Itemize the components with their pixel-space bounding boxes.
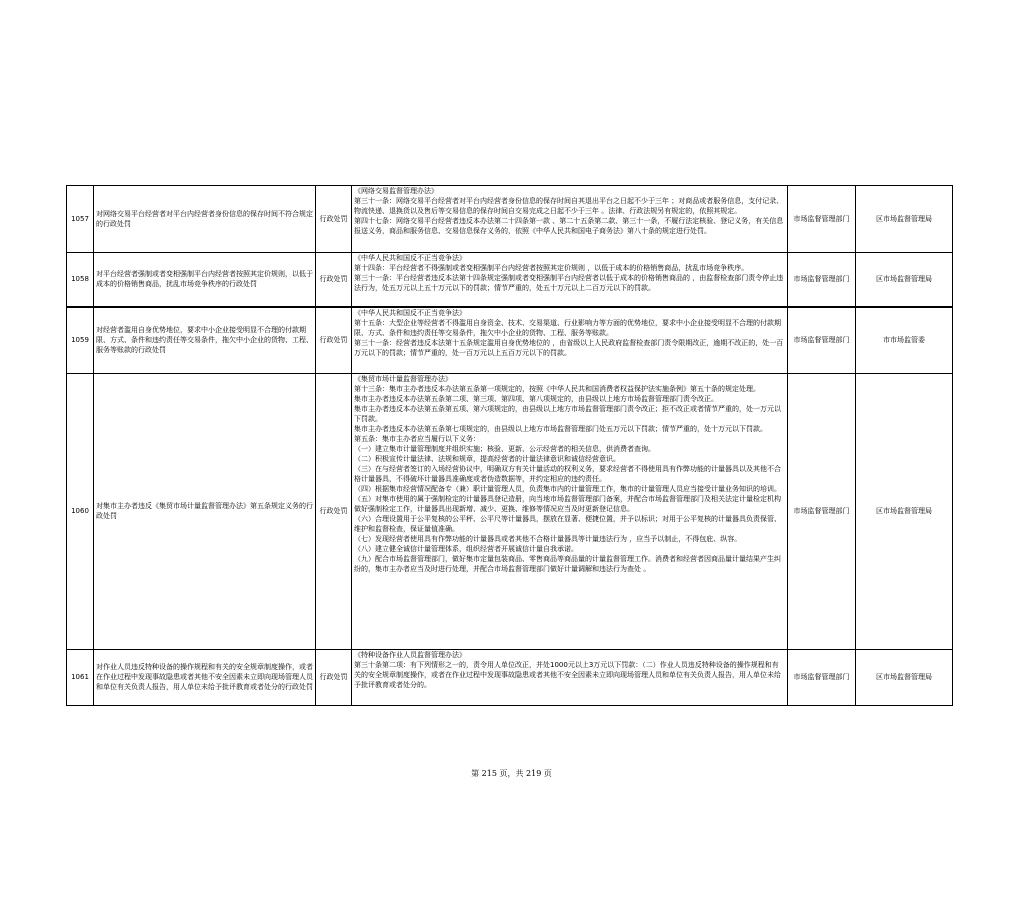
implementing-level: 区市场监督管理局	[856, 373, 953, 649]
basis-line: 第三十一条：平台经营者违反本法第十四条规定强制或者变相强制平台内经营者以低于成本的价格销售商品的 ，由监督检查部门责令停止违法行为，处五万元以上五十万元以下的罚款；情节严重的，处五十万元以上二百万元以下的罚款。	[354, 274, 784, 292]
implementing-level: 区市场监督管理局	[856, 253, 953, 307]
item-name: 对平台经营者强制或者变相强制平台内经营者按照其定价规则，以低于成本的价格销售商品，扰乱市场竞争秩序的行政处罚	[94, 253, 316, 307]
item-category: 行政处罚	[316, 253, 352, 307]
law-table	[66, 185, 953, 706]
basis-line: （五）对集市使用的属于强制检定的计量器具登记造册，向当地市场监督管理部门备案，并配合市场监督管理部门及相关法定计量检定机构做好强制检定工作，计量器具出现新增、减少、更换、维修等情况应当及时更新登记信息。	[354, 494, 781, 513]
page-footer: 第 215 页，共 219 页	[471, 769, 552, 778]
basis-line: 《网络交易监督管理办法》	[354, 187, 438, 195]
table-row	[67, 307, 953, 374]
row-number: 1057	[67, 186, 94, 253]
implementing-department: 市场监督管理部门	[788, 649, 856, 705]
item-name: 对经营者滥用自身优势地位，要求中小企业接受明显不合理的付款期限、方式、条件和违约责任等交易条件，拖欠中小企业的货物、工程、服务等账款的行政处罚	[94, 307, 316, 374]
basis-line: 第三十一条：网络交易平台经营者对平台内经营者身份信息的保存时间自其退出平台之日起不少于三年 ；对商品或者服务信息，支付记录、物流快递、退换货以及售后等交易信息的保存时间自交易完成之日起不少于三年 。法律、行政法规另有规定的，依照其规定。	[354, 197, 784, 215]
table-row	[67, 649, 953, 705]
basis-line: 《集贸市场计量监督管理办法》	[354, 374, 452, 383]
basis-line: 第五条：集市主办者应当履行以下义务：	[354, 434, 480, 443]
basis-line: （八）建立健全诚信计量管理体系，组织经营者开展诚信计量自我承诺。	[354, 544, 578, 553]
basis-line: （四）根据集市经营情况配备专（兼）职计量管理人员，负责集市内的计量管理工作，集市的计量管理人员应当接受计量业务知识的培训。	[354, 484, 781, 493]
basis-line: 第四十七条：网络交易平台经营者违反本办法第二十四条第一款 、第二十五条第二款、第三十一条，不履行法定核验、登记义务，有关信息报送义务，商品和服务信息、交易信息保存义务的，依照《中华人民共和国电子商务法》第八十条的规定进行处罚。	[354, 217, 784, 235]
basis-line: （六）合理设置用于公平复核的公平秤、公平尺等计量器具，摆放在显著、便捷位置，并予以标识；对用于公平复核的计量器具负责保管、维护和监督检查，保证量值准确。	[354, 514, 781, 533]
legal-basis	[352, 649, 788, 705]
table-row	[67, 373, 953, 649]
table-row	[67, 186, 953, 253]
basis-line: 集市主办者违反本办法第五条第二项、第三项、第四项、第八项规定的，由县级以上地方市场监督管理部门责令改正。	[354, 394, 718, 403]
item-category: 行政处罚	[316, 307, 352, 374]
row-number: 1061	[67, 649, 94, 705]
implementing-department: 市场监督管理部门	[788, 186, 856, 253]
basis-line: 第三十条第二项：有下列情形之一的，责令用人单位改正，并处1000元以上3万元以下罚款：（二）作业人员违反特种设备的操作规程和有关的安全规章制度操作，或者在作业过程中发现事故隐患或者其他不安全因素未立即向现场管理人员和单位有关负责人报告，用人单位未给予批评教育或者处分的。	[354, 660, 781, 689]
item-name: 对网络交易平台经营者对平台内经营者身份信息的保存时间不符合规定的行政处罚	[94, 186, 316, 253]
basis-line: （九）配合市场监督管理部门，做好集市定量包装商品、零售商品等商品量的计量监督管理工作。消费者和经营者因商品量计量结果产生纠纷的，集市主办者应当及时进行处理，并配合市场监督管理部门做好计量调解和违法行为查处 。	[354, 554, 781, 573]
basis-line: 第三十一条：经营者违反本法第十五条规定滥用自身优势地位的 ，由省级以上人民政府监督检查部门责令限期改正，逾期不改正的，处一百万元以下的罚款；情节严重的，处一百万元以上五百万元以下的罚款。	[354, 338, 784, 357]
basis-line: 集市主办者违反本办法第五条第七项规定的，由县级以上地方市场监督管理部门处五万元以下罚款；情节严重的，处十万元以下罚款。	[354, 424, 767, 433]
row-number: 1059	[67, 307, 94, 374]
table-row	[67, 253, 953, 307]
legal-basis	[352, 253, 788, 307]
basis-line: 《中华人民共和国反不正当竞争法》	[354, 254, 466, 262]
item-category: 行政处罚	[316, 373, 352, 649]
legal-basis	[352, 186, 788, 253]
law-table-body	[67, 186, 953, 706]
implementing-level: 区市场监督管理局	[856, 186, 953, 253]
item-category: 行政处罚	[316, 186, 352, 253]
implementing-level: 市市场监管委	[856, 307, 953, 374]
item-name: 对作业人员违反特种设备的操作规程和有关的安全规章制度操作，或者在作业过程中发现事故隐患或者其他不安全因素未立即向现场管理人员和单位有关负责人报告，用人单位未给予批评教育或者处分的行政处罚	[94, 649, 316, 705]
legal-basis	[352, 307, 788, 374]
basis-line: 《特种设备作业人员监督管理办法》	[354, 650, 466, 659]
row-number: 1060	[67, 373, 94, 649]
basis-line: （一）建立集市计量管理制度并组织实施；核验、更新、公示经营者的相关信息，供消费者查询。	[354, 444, 655, 453]
implementing-department: 市场监督管理部门	[788, 373, 856, 649]
basis-line: 第十五条：大型企业等经营者不得滥用自身资金、技术、交易渠道、行业影响力等方面的优势地位，要求中小企业接受明显不合理的付款期限、方式、条件和违约责任等交易条件，拖欠中小企业的货物、工程、服务等账款。	[354, 318, 781, 337]
implementing-level: 区市场监督管理局	[856, 649, 953, 705]
basis-line: （七）发现经营者使用具有作弊功能的计量器具或者其他不合格计量器具等计量违法行为 ，应当予以制止，不得包庇、纵容。	[354, 534, 742, 543]
item-category: 行政处罚	[316, 649, 352, 705]
basis-line: （三）在与经营者签订的入场经营协议中，明确双方有关计量活动的权利义务，要求经营者不得使用具有作弊功能的计量器具以及其他不合格计量器具，不得破坏计量器具准确度或者伪造数据等，并约定相应的违约责任。	[354, 464, 781, 483]
item-name: 对集市主办者违反《集贸市场计量监督管理办法》第五条规定义务的行政处罚	[94, 373, 316, 649]
implementing-department: 市场监督管理部门	[788, 307, 856, 374]
basis-line: 集市主办者违反本办法第五条第五项、第六项规定的，由县级以上地方市场监督管理部门责令改正；拒不改正或者情节严重的，处一万元以下罚款。	[354, 404, 781, 423]
row-number: 1058	[67, 253, 94, 307]
basis-line: 《中华人民共和国反不正当竞争法》	[354, 308, 466, 317]
implementing-department: 市场监督管理部门	[788, 253, 856, 307]
basis-line: （二）积极宣传计量法律、法规和规章，提高经营者的计量法律意识和诚信经营意识。	[354, 454, 620, 463]
basis-line: 第十三条：集市主办者违反本办法第五条第一项规定的，按照《中华人民共和国消费者权益保护法实施条例》第五十条的规定处理。	[354, 384, 760, 393]
legal-basis	[352, 373, 788, 649]
basis-line: 第十四条：平台经营者不得强制或者变相强制平台内经营者按照其定价规则 ，以低于成本的价格销售商品，扰乱市场竞争秩序。	[354, 264, 749, 272]
